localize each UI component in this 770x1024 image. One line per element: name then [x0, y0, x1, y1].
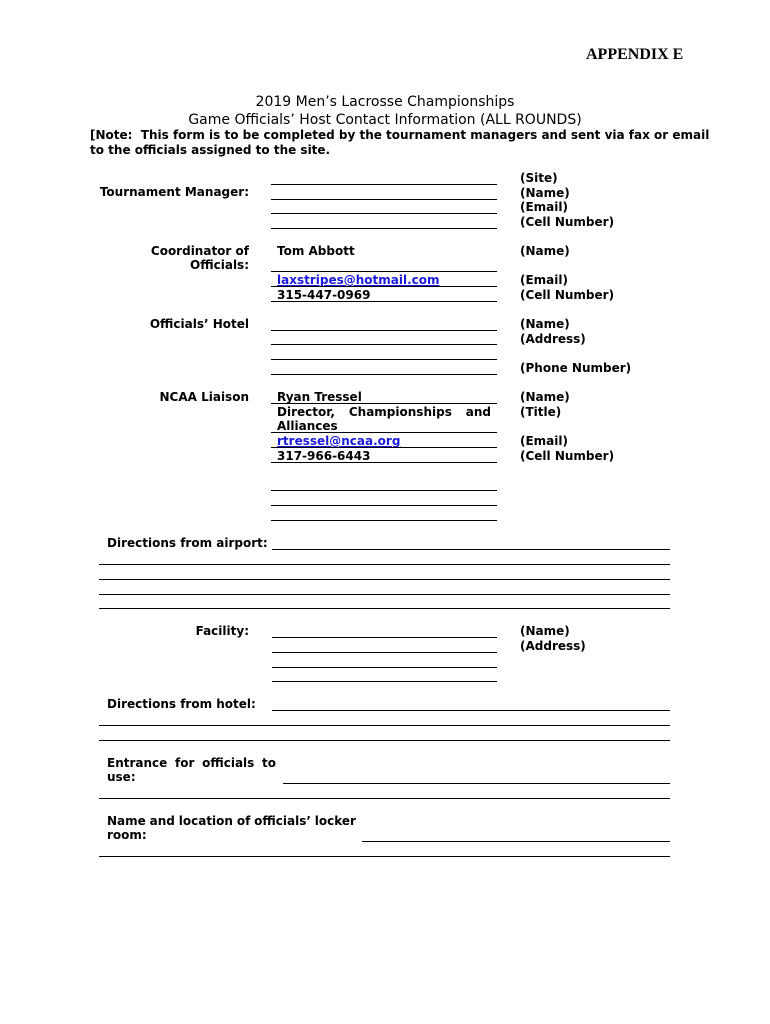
- appendix-label: APPENDIX E: [586, 46, 684, 63]
- coordinator-cell: 315-447-0969: [277, 288, 371, 302]
- directions-airport-field[interactable]: [99, 579, 670, 580]
- hint-email: (Email): [520, 273, 568, 287]
- locker-room-label-line-2: room:: [107, 828, 147, 842]
- hint-email: (Email): [520, 434, 568, 448]
- facility-address-field[interactable]: [272, 667, 497, 668]
- liaison-title-word: Championships: [348, 405, 452, 419]
- hint-address: (Address): [520, 332, 586, 346]
- hotel-phone-field[interactable]: [271, 374, 497, 375]
- directions-hotel-field[interactable]: [99, 740, 670, 741]
- locker-room-field[interactable]: [99, 856, 670, 857]
- tournament-manager-name-field[interactable]: [271, 199, 497, 200]
- extra-blank-field[interactable]: [271, 520, 497, 521]
- entrance-label-word: Entrance: [107, 756, 168, 770]
- officials-hotel-label: Officials’ Hotel: [149, 317, 249, 331]
- liaison-title-line-1: [277, 405, 491, 420]
- entrance-label-word: to: [262, 756, 276, 770]
- note-line-2: to the officials assigned to the site.: [90, 143, 331, 157]
- tournament-manager-label: Tournament Manager:: [99, 185, 249, 199]
- locker-room-label-word: officials’: [254, 814, 311, 828]
- coordinator-label-2: Officials:: [190, 258, 249, 272]
- locker-room-label-word: locker: [314, 814, 356, 828]
- directions-airport-field[interactable]: [272, 549, 670, 550]
- hotel-address-field-2[interactable]: [271, 359, 497, 360]
- note-line-1: [Note: This form is to be completed by the tournament managers and sent via fax or email: [90, 128, 710, 142]
- facility-address-field[interactable]: [272, 681, 497, 682]
- facility-label: Facility:: [195, 624, 249, 638]
- locker-room-label-word: Name: [107, 814, 146, 828]
- hint-phone-number: (Phone Number): [520, 361, 632, 375]
- liaison-title-field[interactable]: [271, 432, 497, 433]
- page-subtitle: Game Officials’ Host Contact Information (ALL ROUNDS): [188, 112, 582, 128]
- hint-cell-number: (Cell Number): [520, 215, 615, 229]
- coordinator-label-1: Coordinator of: [150, 244, 249, 258]
- coordinator-name: Tom Abbott: [277, 244, 355, 258]
- liaison-name: Ryan Tressel: [277, 390, 362, 404]
- locker-room-label-line-1: [107, 814, 356, 829]
- directions-airport-field[interactable]: [99, 564, 670, 565]
- hint-name: (Name): [520, 624, 570, 638]
- coordinator-name-field[interactable]: [271, 271, 497, 272]
- coordinator-email-field[interactable]: [271, 286, 497, 287]
- tournament-manager-site-field[interactable]: [271, 184, 497, 185]
- hint-cell-number: (Cell Number): [520, 449, 615, 463]
- page-title: 2019 Men’s Lacrosse Championships: [255, 94, 515, 110]
- hint-address: (Address): [520, 639, 586, 653]
- directions-airport-label: Directions from airport:: [107, 536, 268, 550]
- entrance-field[interactable]: [99, 798, 670, 799]
- liaison-name-field[interactable]: [271, 403, 497, 404]
- entrance-label-line-2: use:: [107, 770, 136, 784]
- extra-blank-field[interactable]: [271, 505, 497, 506]
- directions-airport-field[interactable]: [99, 594, 670, 595]
- locker-room-label-word: location: [178, 814, 233, 828]
- hint-name: (Name): [520, 317, 570, 331]
- hint-cell-number: (Cell Number): [520, 288, 615, 302]
- entrance-label-word: officials: [202, 756, 255, 770]
- hint-name: (Name): [520, 390, 570, 404]
- hotel-name-field[interactable]: [271, 330, 497, 331]
- liaison-cell: 317-966-6443: [277, 449, 371, 463]
- directions-hotel-field[interactable]: [99, 725, 670, 726]
- facility-name-field[interactable]: [272, 637, 497, 638]
- hint-title: (Title): [520, 405, 562, 419]
- extra-blank-field[interactable]: [271, 490, 497, 491]
- directions-hotel-field[interactable]: [272, 710, 670, 711]
- liaison-email-field[interactable]: [271, 447, 497, 448]
- directions-hotel-label: Directions from hotel:: [107, 697, 256, 711]
- liaison-email-link[interactable]: rtressel@ncaa.org: [277, 434, 401, 448]
- facility-address-field[interactable]: [272, 652, 497, 653]
- coordinator-cell-field[interactable]: [271, 301, 497, 302]
- directions-airport-field[interactable]: [99, 608, 670, 609]
- hotel-address-field-1[interactable]: [271, 344, 497, 345]
- entrance-label-line-1: [107, 756, 276, 771]
- tournament-manager-cell-field[interactable]: [271, 228, 497, 229]
- ncaa-liaison-label: NCAA Liaison: [159, 390, 249, 404]
- hint-email: (Email): [520, 200, 568, 214]
- hint-site: (Site): [520, 171, 558, 185]
- hint-name: (Name): [520, 244, 570, 258]
- tournament-manager-email-field[interactable]: [271, 213, 497, 214]
- locker-room-label-word: and: [149, 814, 175, 828]
- liaison-cell-field[interactable]: [271, 462, 497, 463]
- hint-name: (Name): [520, 186, 570, 200]
- liaison-title-word: Director,: [277, 405, 335, 419]
- coordinator-email-link[interactable]: laxstripes@hotmail.com: [277, 273, 440, 287]
- liaison-title-line-2: Alliances: [277, 419, 338, 433]
- entrance-field[interactable]: [283, 783, 670, 784]
- locker-room-label-word: of: [236, 814, 251, 828]
- entrance-label-word: for: [175, 756, 195, 770]
- liaison-title-word: and: [465, 405, 491, 419]
- locker-room-field[interactable]: [362, 841, 670, 842]
